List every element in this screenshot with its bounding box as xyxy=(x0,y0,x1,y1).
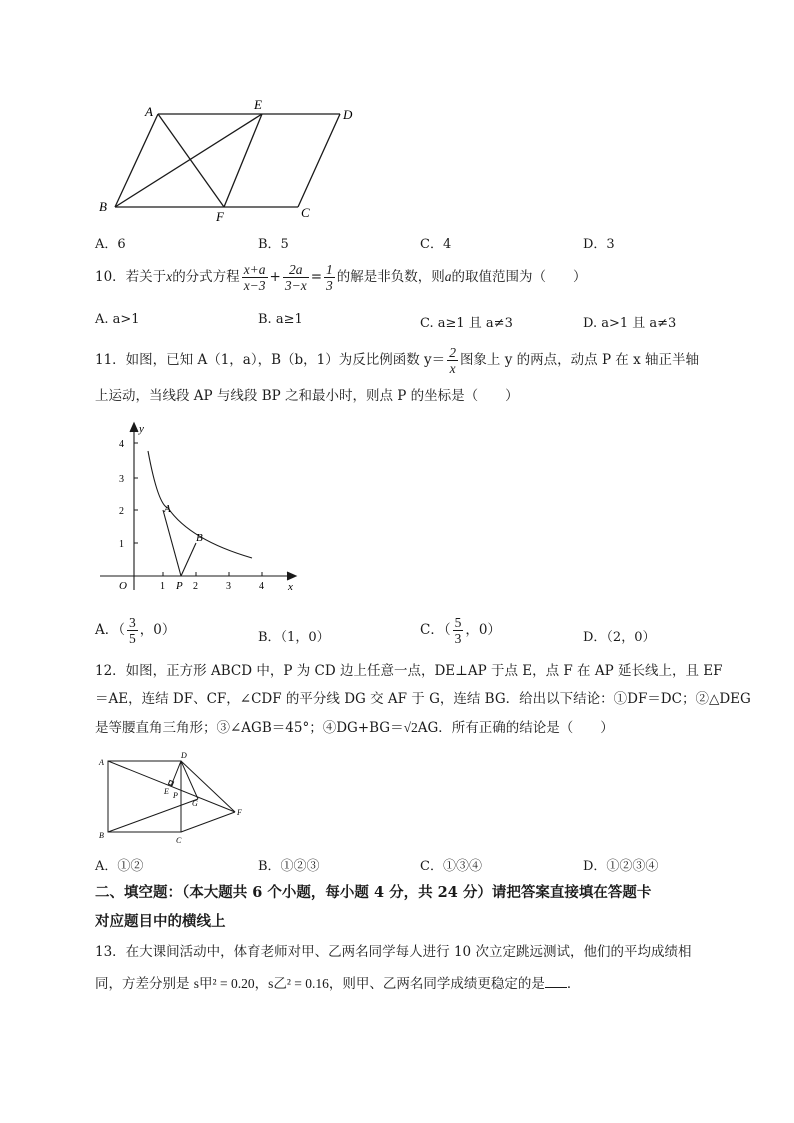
label-C: C xyxy=(301,205,310,220)
x-tick-4: 4 xyxy=(259,581,264,592)
q9-option-a: A．6 xyxy=(95,237,126,252)
x-axis-label: x xyxy=(288,581,293,593)
q10-option-b: B. a≥1 xyxy=(258,312,303,327)
variance-jia: s甲² = 0.20 xyxy=(193,976,255,991)
label-F: F xyxy=(237,808,242,817)
edge-AF xyxy=(158,114,224,207)
q12-option-b: B．①②③ xyxy=(258,859,320,874)
q11-option-b: B．（1，0） xyxy=(258,630,330,645)
q10-option-a: A. a>1 xyxy=(95,312,140,327)
point-B-label: B xyxy=(196,532,203,544)
label-E: E xyxy=(164,787,169,796)
q12-line2: ＝AE，连结 DF、CF，∠CDF 的平分线 DG 交 AF 于 G，连结 BG．给出以下结论：①DF＝DC；②△DEG xyxy=(95,691,751,707)
q9-option-d: D．3 xyxy=(583,237,615,252)
right-angle-mark xyxy=(168,780,173,785)
q9-option-b: B．5 xyxy=(258,237,289,252)
line-CF xyxy=(181,812,235,832)
line-BG xyxy=(108,799,198,832)
variance-yi: s乙² = 0.16 xyxy=(268,976,329,991)
x-tick-1: 1 xyxy=(160,581,165,592)
q12-option-c: C．①③④ xyxy=(420,859,482,874)
label-D: D xyxy=(343,107,353,122)
label-E: E xyxy=(254,97,262,112)
y-tick-3: 3 xyxy=(119,474,124,485)
line-DF xyxy=(181,761,235,812)
y-arrow xyxy=(130,423,138,432)
y-tick-2: 2 xyxy=(119,506,124,517)
q11-line2: 上运动，当线段 AP 与线段 BP 之和最小时，则点 P 的坐标是（ ） xyxy=(95,388,519,404)
section-heading-line1: 二、填空题：（本大题共 6 个小题，每小题 4 分，共 24 分）请把答案直接填在答题卡 xyxy=(95,884,652,901)
label-A: A xyxy=(145,104,153,119)
edge-CD xyxy=(298,114,340,207)
q9-option-c: C．4 xyxy=(420,237,452,252)
q12-option-d: D．①②③④ xyxy=(583,859,659,874)
label-P: P xyxy=(173,791,178,800)
point-P-label: P xyxy=(176,580,183,592)
q10-option-d: D. a>1 且 a≠3 xyxy=(583,316,677,331)
edge-EF xyxy=(224,114,262,207)
parallelogram-figure xyxy=(90,95,370,230)
origin-label: O xyxy=(119,580,127,592)
y-tick-1: 1 xyxy=(119,539,124,550)
point-A-label: A xyxy=(164,503,171,515)
q12-line3: 是等腰直角三角形；③∠AGB＝45°；④DG+BG＝√2AG．所有正确的结论是（ ） xyxy=(95,720,614,736)
q11-option-a: A．（ $\frac{3}{5}$ ，0） xyxy=(95,615,176,646)
label-G: G xyxy=(192,799,198,808)
label-D: D xyxy=(181,751,187,760)
sqrt-two: √2 xyxy=(403,720,418,735)
q10-option-c: C. a≥1 且 a≠3 xyxy=(420,316,513,331)
x-arrow xyxy=(287,572,296,580)
q11-option-d: D．（2，0） xyxy=(583,630,656,645)
x-tick-3: 3 xyxy=(226,581,231,592)
q10-stem: 10．若关于x的分式方程 $\frac{x+a}{x-3}$ + $\frac{2a}{3-x}$ = $\frac{1}{3}$ 的解是非负数，则a的取值范围为（ ） xyxy=(95,262,587,293)
q12-option-a: A．①② xyxy=(95,859,144,874)
x-tick-2: 2 xyxy=(193,581,198,592)
q12-line1: 12．如图，正方形 ABCD 中，P 为 CD 边上任意一点，DE⊥AP 于点 E，点 F 在 AP 延长线上，且 EF xyxy=(95,663,723,679)
label-A: A xyxy=(99,758,104,767)
q11-option-c: C．（ $\frac{5}{3}$ ，0） xyxy=(420,615,501,646)
label-C: C xyxy=(176,836,182,845)
line-DE xyxy=(171,761,181,786)
q13-line2: 同，方差分别是 s甲² = 0.20，s乙² = 0.16，则甲、乙两名同学成绩更稳定的是 ． xyxy=(95,973,580,994)
line-AF xyxy=(108,761,235,812)
square-figure xyxy=(95,750,255,850)
segment-BP xyxy=(181,543,196,576)
label-F: F xyxy=(216,209,224,224)
y-tick-4: 4 xyxy=(119,439,124,450)
inverse-function-graph xyxy=(95,420,310,595)
answer-blank[interactable] xyxy=(545,973,567,988)
q13-line1: 13．在大课间活动中，体育老师对甲、乙两名同学每人进行 10 次立定跳远测试，他们的平均成绩相 xyxy=(95,944,692,960)
y-axis-label: y xyxy=(139,423,144,435)
label-B: B xyxy=(99,831,104,840)
label-B: B xyxy=(99,199,107,214)
q11-line1: 11．如图，已知 A（1，a），B（b，1）为反比例函数 y＝ $\frac{2}{x}$ 图象上 y 的两点，动点 P 在 x 轴正半轴 xyxy=(95,345,700,376)
square-ABCD xyxy=(108,761,181,832)
section-heading-line2: 对应题目中的横线上 xyxy=(95,913,226,930)
